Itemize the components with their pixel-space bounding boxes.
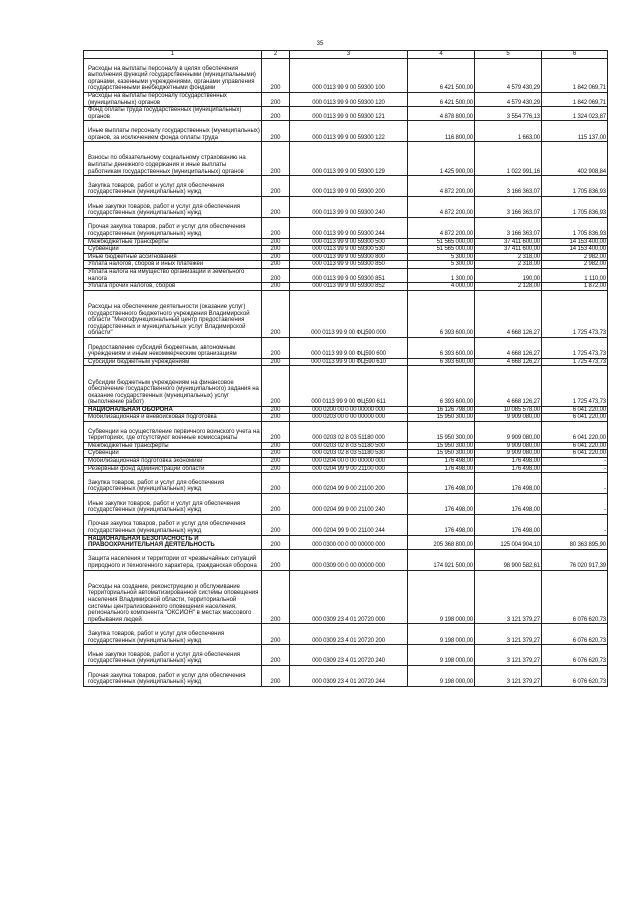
- row-plan-cell: 51 565 000,00: [408, 238, 475, 246]
- table-row: [84, 121, 608, 142]
- row-plan-cell: 9 198 000,00: [408, 624, 475, 645]
- row-rest-cell: 115 137,00: [542, 121, 608, 142]
- row-plan-cell: 4 878 800,00: [408, 107, 475, 121]
- row-kbk-cell: 000 0113 99 9 00 59300 200: [290, 176, 408, 197]
- table-row: [84, 93, 608, 107]
- table-row: [84, 268, 608, 282]
- row-kbk-cell: 000 0113 99 9 00 59300 240: [290, 196, 408, 217]
- row-plan-cell: 5 300,00: [408, 261, 475, 269]
- row-fact-cell: 4 668 126,27: [475, 358, 542, 366]
- row-plan-cell: 4 000,00: [408, 283, 475, 291]
- row-name-cell: Предоставление субсидий бюджетным, автономным учреждениям и иным некоммерческим организациям: [84, 337, 262, 358]
- row-code-cell: 200: [262, 217, 290, 238]
- row-kbk-cell: 000 0113 99 9 00 59300 530: [290, 246, 408, 254]
- row-rest-cell: 1 725 473,73: [542, 358, 608, 366]
- row-rest-cell: 1 872,00: [542, 283, 608, 291]
- row-kbk-cell: 000 0309 00 0 00 00000 000: [290, 549, 408, 570]
- row-name-cell: Субвенции: [84, 246, 262, 254]
- row-kbk-cell: 000 0309 23 4 01 20720 000: [290, 570, 408, 624]
- row-kbk-cell: 000 0113 99 9 00 ФЦ590 610: [290, 358, 408, 366]
- row-kbk-cell: 000 0309 23 4 01 20720 244: [290, 666, 408, 687]
- row-name-cell: Закупка товаров, работ и услуг для обеспечения государственных (муниципальных) нужд: [84, 624, 262, 645]
- row-kbk-cell: 000 0203 00 0 00 00000 000: [290, 414, 408, 422]
- row-name-cell: Межбюджетные трансферты: [84, 442, 262, 450]
- table-row: [84, 450, 608, 458]
- row-code-cell: 200: [262, 121, 290, 142]
- table-row: [84, 422, 608, 443]
- row-rest-cell: 1 705 836,93: [542, 196, 608, 217]
- row-plan-cell: 9 198 000,00: [408, 570, 475, 624]
- row-code-cell: 200: [262, 337, 290, 358]
- row-kbk-cell: 000 0113 99 9 00 59300 244: [290, 217, 408, 238]
- row-kbk-cell: 000 0309 23 4 01 20720 200: [290, 624, 408, 645]
- row-code-cell: 200: [262, 358, 290, 366]
- row-name-cell: Закупка товаров, работ и услуг для обеспечения государственных (муниципальных) нужд: [84, 473, 262, 494]
- row-kbk-cell: 000 0204 99 9 00 21100 200: [290, 473, 408, 494]
- row-plan-cell: 15 950 300,00: [408, 422, 475, 443]
- row-fact-cell: 3 121 379,27: [475, 624, 542, 645]
- row-fact-cell: 9 909 080,00: [475, 450, 542, 458]
- row-name-cell: Уплата налога на имущество организаций и земельного налога: [84, 268, 262, 282]
- table-row: [84, 414, 608, 422]
- row-plan-cell: 6 393 600,00: [408, 358, 475, 366]
- row-name-cell: Расходы на создание, реконструкцию и обслуживание территориальной автоматизированной системы оповещения населения Владимирской области, территориальной системы централизованного оповещения населения, регионального компонента "ОКСИОН" в местах массового пребывания людей: [84, 570, 262, 624]
- row-rest-cell: -: [542, 458, 608, 466]
- row-code-cell: 200: [262, 494, 290, 515]
- row-plan-cell: 4 872 200,00: [408, 196, 475, 217]
- row-rest-cell: -: [542, 494, 608, 515]
- table-row: [84, 217, 608, 238]
- row-name-cell: Закупка товаров, работ и услуг для обеспечения государственных (муниципальных) нужд: [84, 176, 262, 197]
- row-rest-cell: 6 041 220,00: [542, 422, 608, 443]
- row-fact-cell: 3 121 379,27: [475, 666, 542, 687]
- row-name-cell: Субвенции: [84, 450, 262, 458]
- table-row: [84, 666, 608, 687]
- table-row: [84, 465, 608, 473]
- row-fact-cell: 4 668 126,27: [475, 337, 542, 358]
- row-rest-cell: 2 982,00: [542, 253, 608, 261]
- row-rest-cell: 1 725 473,73: [542, 290, 608, 337]
- row-fact-cell: 176 498,00: [475, 458, 542, 466]
- table-row: [84, 176, 608, 197]
- row-fact-cell: 125 004 904,10: [475, 535, 542, 549]
- row-kbk-cell: 000 0113 99 9 00 ФЦ590 000: [290, 290, 408, 337]
- row-name-cell: Уплата налогов, сборов и иных платежей: [84, 261, 262, 269]
- row-plan-cell: 176 498,00: [408, 458, 475, 466]
- row-rest-cell: 1 324 023,87: [542, 107, 608, 121]
- row-name-cell: Субвенции на осуществление первичного воинского учета на территориях, где отсутствуют военные комиссариаты: [84, 422, 262, 443]
- row-name-cell: Субсидии бюджетным учреждениям: [84, 358, 262, 366]
- row-plan-cell: 174 921 500,00: [408, 549, 475, 570]
- row-fact-cell: 176 498,00: [475, 465, 542, 473]
- row-rest-cell: 1 725 473,73: [542, 337, 608, 358]
- column-header: 6: [542, 51, 608, 59]
- row-fact-cell: 2 318,00: [475, 253, 542, 261]
- row-name-cell: Фонд оплаты труда государственных (муниципальных) органов: [84, 107, 262, 121]
- row-code-cell: 200: [262, 645, 290, 666]
- row-code-cell: 200: [262, 283, 290, 291]
- table-body: [84, 59, 608, 687]
- table-row: [84, 645, 608, 666]
- column-header: 1: [84, 51, 262, 59]
- row-kbk-cell: 000 0300 00 0 00 00000 000: [290, 535, 408, 549]
- row-plan-cell: 9 198 000,00: [408, 666, 475, 687]
- row-rest-cell: 6 041 220,00: [542, 406, 608, 414]
- row-fact-cell: 37 411 600,00: [475, 238, 542, 246]
- row-plan-cell: 15 950 300,00: [408, 450, 475, 458]
- row-fact-cell: 3 166 363,07: [475, 217, 542, 238]
- row-plan-cell: 176 498,00: [408, 514, 475, 535]
- row-fact-cell: 3 166 363,07: [475, 196, 542, 217]
- row-code-cell: 200: [262, 253, 290, 261]
- row-fact-cell: 98 900 582,61: [475, 549, 542, 570]
- table-row: [84, 142, 608, 176]
- row-fact-cell: 190,00: [475, 268, 542, 282]
- row-kbk-cell: 000 0204 00 0 00 00000 000: [290, 458, 408, 466]
- table-row: [84, 246, 608, 254]
- row-plan-cell: 205 368 800,00: [408, 535, 475, 549]
- row-fact-cell: 2 318,00: [475, 261, 542, 269]
- row-code-cell: 200: [262, 414, 290, 422]
- row-rest-cell: 6 041 220,00: [542, 442, 608, 450]
- row-rest-cell: 1 842 069,71: [542, 59, 608, 93]
- table-row: [84, 473, 608, 494]
- row-name-cell: Субсидии бюджетным учреждениям на финансовое обеспечение государственного (муниципального) задания на оказание государственных (муниципальных) услуг (выполнение работ): [84, 366, 262, 407]
- table-row: [84, 458, 608, 466]
- row-plan-cell: 1 300,00: [408, 268, 475, 282]
- row-plan-cell: 16 126 798,00: [408, 406, 475, 414]
- row-code-cell: 200: [262, 535, 290, 549]
- row-rest-cell: 1 725 473,73: [542, 366, 608, 407]
- table-row: [84, 283, 608, 291]
- row-rest-cell: 6 076 620,73: [542, 624, 608, 645]
- row-fact-cell: 9 909 080,00: [475, 442, 542, 450]
- row-code-cell: 200: [262, 268, 290, 282]
- row-fact-cell: 2 128,00: [475, 283, 542, 291]
- row-code-cell: 200: [262, 473, 290, 494]
- table-row: [84, 570, 608, 624]
- row-rest-cell: -: [542, 473, 608, 494]
- row-kbk-cell: 000 0113 99 9 00 59300 500: [290, 238, 408, 246]
- table-row: [84, 196, 608, 217]
- row-fact-cell: 4 668 126,27: [475, 290, 542, 337]
- row-fact-cell: 176 498,00: [475, 514, 542, 535]
- row-rest-cell: 6 041 220,00: [542, 450, 608, 458]
- row-plan-cell: 6 421 500,00: [408, 59, 475, 93]
- row-plan-cell: 4 872 200,00: [408, 176, 475, 197]
- page-number: 35: [316, 41, 324, 47]
- row-kbk-cell: 000 0203 02 8 03 51180 500: [290, 442, 408, 450]
- row-code-cell: 200: [262, 570, 290, 624]
- row-name-cell: Прочая закупка товаров, работ и услуг для обеспечения государственных (муниципальных) нужд: [84, 666, 262, 687]
- row-kbk-cell: 000 0113 99 9 00 59300 800: [290, 253, 408, 261]
- row-name-cell: Прочая закупка товаров, работ и услуг для обеспечения государственных (муниципальных) нужд: [84, 217, 262, 238]
- row-code-cell: 200: [262, 406, 290, 414]
- row-kbk-cell: 000 0113 99 9 00 59300 850: [290, 261, 408, 269]
- row-fact-cell: 9 909 080,00: [475, 422, 542, 443]
- row-kbk-cell: 000 0204 99 9 00 21100 240: [290, 494, 408, 515]
- row-plan-cell: 176 498,00: [408, 494, 475, 515]
- table-row: [84, 238, 608, 246]
- row-plan-cell: 116 800,00: [408, 121, 475, 142]
- row-name-cell: Резервный фонд администрации области: [84, 465, 262, 473]
- row-kbk-cell: 000 0204 99 9 00 21100 000: [290, 465, 408, 473]
- row-code-cell: 200: [262, 442, 290, 450]
- row-name-cell: Иные закупки товаров, работ и услуг для обеспечения государственных (муниципальных) нужд: [84, 645, 262, 666]
- column-header: 4: [408, 51, 475, 59]
- row-name-cell: Прочая закупка товаров, работ и услуг для обеспечения государственных (муниципальных) нужд: [84, 514, 262, 535]
- row-name-cell: Уплата прочих налогов, сборов: [84, 283, 262, 291]
- row-code-cell: 200: [262, 246, 290, 254]
- row-rest-cell: 6 076 620,73: [542, 645, 608, 666]
- row-rest-cell: 14 153 400,00: [542, 238, 608, 246]
- column-header: 2: [262, 51, 290, 59]
- row-fact-cell: 4 668 126,27: [475, 366, 542, 407]
- row-kbk-cell: 000 0113 99 9 00 59300 100: [290, 59, 408, 93]
- row-fact-cell: 3 554 776,13: [475, 107, 542, 121]
- row-kbk-cell: 000 0113 99 9 00 59300 852: [290, 283, 408, 291]
- row-code-cell: 200: [262, 514, 290, 535]
- row-plan-cell: 4 872 200,00: [408, 217, 475, 238]
- row-name-cell: Иные закупки товаров, работ и услуг для обеспечения государственных (муниципальных) нужд: [84, 494, 262, 515]
- row-name-cell: Взносы по обязательному социальному страхованию на выплаты денежного содержания и иные выплаты работникам государственных (муниципальных) органов: [84, 142, 262, 176]
- row-name-cell: НАЦИОНАЛЬНАЯ БЕЗОПАСНОСТЬ И ПРАВООХРАНИТЕЛЬНАЯ ДЕЯТЕЛЬНОСТЬ: [84, 535, 262, 549]
- table-row: [84, 406, 608, 414]
- row-name-cell: Межбюджетные трансферты: [84, 238, 262, 246]
- row-kbk-cell: 000 0203 02 8 03 51180 000: [290, 422, 408, 443]
- table-row: [84, 261, 608, 269]
- row-kbk-cell: 000 0203 02 8 03 51180 530: [290, 450, 408, 458]
- row-fact-cell: 4 579 430,29: [475, 59, 542, 93]
- row-rest-cell: 402 908,84: [542, 142, 608, 176]
- row-code-cell: 200: [262, 666, 290, 687]
- column-header: 3: [290, 51, 408, 59]
- row-plan-cell: 176 498,00: [408, 473, 475, 494]
- row-kbk-cell: 000 0113 99 9 00 59300 121: [290, 107, 408, 121]
- row-plan-cell: 9 198 000,00: [408, 645, 475, 666]
- table-row: [84, 290, 608, 337]
- row-kbk-cell: 000 0113 99 9 00 ФЦ590 600: [290, 337, 408, 358]
- row-plan-cell: 51 565 000,00: [408, 246, 475, 254]
- row-code-cell: 200: [262, 549, 290, 570]
- table-row: [84, 624, 608, 645]
- row-code-cell: 200: [262, 107, 290, 121]
- row-code-cell: 200: [262, 366, 290, 407]
- row-rest-cell: 1 110,00: [542, 268, 608, 282]
- row-code-cell: 200: [262, 238, 290, 246]
- row-plan-cell: 176 498,00: [408, 465, 475, 473]
- table-header-row: [84, 51, 608, 59]
- row-name-cell: НАЦИОНАЛЬНАЯ ОБОРОНА: [84, 406, 262, 414]
- row-plan-cell: 5 300,00: [408, 253, 475, 261]
- row-code-cell: 200: [262, 290, 290, 337]
- row-kbk-cell: 000 0113 99 9 00 59300 122: [290, 121, 408, 142]
- row-rest-cell: 1 705 836,93: [542, 176, 608, 197]
- row-code-cell: 200: [262, 458, 290, 466]
- table-row: [84, 253, 608, 261]
- row-rest-cell: 14 153 400,00: [542, 246, 608, 254]
- row-rest-cell: 76 020 917,39: [542, 549, 608, 570]
- row-rest-cell: 6 076 620,73: [542, 666, 608, 687]
- budget-execution-table: [83, 50, 608, 687]
- row-code-cell: 200: [262, 196, 290, 217]
- row-code-cell: 200: [262, 176, 290, 197]
- row-name-cell: Расходы на обеспечение деятельности (оказание услуг) государственного бюджетного учреждения Владимирской области "Многофункциональный центр предоставления государственных и муниципальных услуг Владимирской области": [84, 290, 262, 337]
- row-rest-cell: 1 842 069,71: [542, 93, 608, 107]
- row-rest-cell: -: [542, 514, 608, 535]
- column-header: 5: [475, 51, 542, 59]
- row-name-cell: Иные бюджетные ассигнования: [84, 253, 262, 261]
- row-fact-cell: 4 579 430,29: [475, 93, 542, 107]
- table-row: [84, 494, 608, 515]
- row-plan-cell: 15 950 300,00: [408, 442, 475, 450]
- row-plan-cell: 6 393 600,00: [408, 366, 475, 407]
- row-plan-cell: 6 421 500,00: [408, 93, 475, 107]
- row-name-cell: Иные выплаты персоналу государственных (муниципальных) органов, за исключением фонда оплаты труда: [84, 121, 262, 142]
- row-name-cell: Мобилизационная и вневойсковая подготовка: [84, 414, 262, 422]
- row-code-cell: 200: [262, 450, 290, 458]
- row-name-cell: Расходы на выплаты персоналу государственных (муниципальных) органов: [84, 93, 262, 107]
- row-code-cell: 200: [262, 142, 290, 176]
- row-plan-cell: 6 393 600,00: [408, 290, 475, 337]
- row-plan-cell: 6 393 600,00: [408, 337, 475, 358]
- row-kbk-cell: 000 0200 00 0 00 00000 000: [290, 406, 408, 414]
- table-row: [84, 366, 608, 407]
- row-fact-cell: 176 498,00: [475, 473, 542, 494]
- table-row: [84, 535, 608, 549]
- row-code-cell: 200: [262, 465, 290, 473]
- row-rest-cell: 6 076 620,73: [542, 570, 608, 624]
- row-code-cell: 200: [262, 624, 290, 645]
- row-rest-cell: 2 982,00: [542, 261, 608, 269]
- row-fact-cell: 176 498,00: [475, 494, 542, 515]
- row-kbk-cell: 000 0113 99 9 00 59300 129: [290, 142, 408, 176]
- row-kbk-cell: 000 0204 99 9 00 21100 244: [290, 514, 408, 535]
- row-name-cell: Расходы на выплаты персоналу в целях обеспечения выполнения функций государственными (муниципальными) органами, казенными учреждениями, органами управления государственными внебюджетными фондами: [84, 59, 262, 93]
- table-row: [84, 442, 608, 450]
- row-code-cell: 200: [262, 59, 290, 93]
- row-name-cell: Иные закупки товаров, работ и услуг для обеспечения государственных (муниципальных) нужд: [84, 196, 262, 217]
- table-row: [84, 549, 608, 570]
- table-row: [84, 337, 608, 358]
- row-fact-cell: 3 166 363,07: [475, 176, 542, 197]
- row-fact-cell: 9 909 080,00: [475, 414, 542, 422]
- row-rest-cell: 1 705 836,93: [542, 217, 608, 238]
- row-fact-cell: 3 121 379,27: [475, 570, 542, 624]
- row-kbk-cell: 000 0113 99 9 00 59300 851: [290, 268, 408, 282]
- row-rest-cell: 80 363 895,90: [542, 535, 608, 549]
- row-code-cell: 200: [262, 93, 290, 107]
- row-name-cell: Защита населения и территории от чрезвычайных ситуаций природного и техногенного характера, гражданская оборона: [84, 549, 262, 570]
- table-row: [84, 358, 608, 366]
- row-plan-cell: 15 950 300,00: [408, 414, 475, 422]
- table-row: [84, 107, 608, 121]
- row-plan-cell: 1 425 900,00: [408, 142, 475, 176]
- row-code-cell: 200: [262, 422, 290, 443]
- row-fact-cell: 10 085 578,00: [475, 406, 542, 414]
- row-kbk-cell: 000 0113 99 9 00 ФЦ590 611: [290, 366, 408, 407]
- row-kbk-cell: 000 0113 99 9 00 59300 120: [290, 93, 408, 107]
- row-fact-cell: 1 663,00: [475, 121, 542, 142]
- row-code-cell: 200: [262, 261, 290, 269]
- row-name-cell: Мобилизационная подготовка экономики: [84, 458, 262, 466]
- row-rest-cell: -: [542, 465, 608, 473]
- table-row: [84, 514, 608, 535]
- row-rest-cell: 6 041 220,00: [542, 414, 608, 422]
- row-fact-cell: 1 022 991,16: [475, 142, 542, 176]
- row-kbk-cell: 000 0309 23 4 01 20720 240: [290, 645, 408, 666]
- row-fact-cell: 37 411 600,00: [475, 246, 542, 254]
- row-fact-cell: 3 121 379,27: [475, 645, 542, 666]
- table-row: [84, 59, 608, 93]
